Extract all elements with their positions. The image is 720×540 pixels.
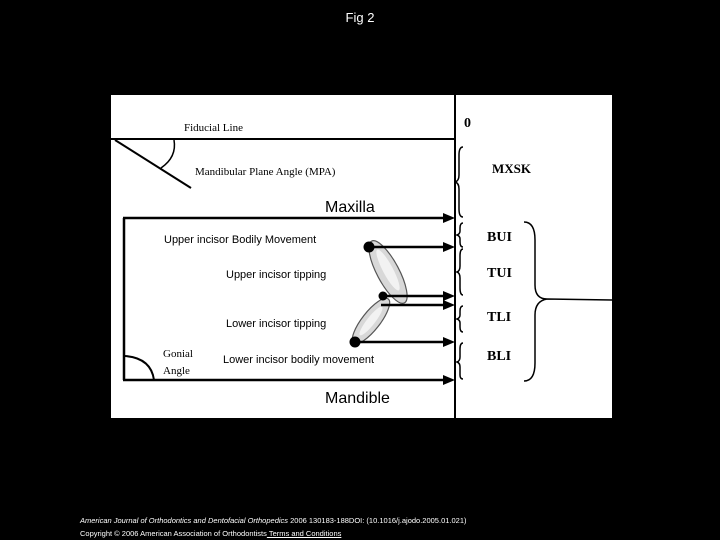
gonial-label-line2: Angle xyxy=(163,365,190,377)
bli-label: BLI xyxy=(487,349,512,364)
tui-label: TUI xyxy=(487,266,512,281)
mpa-label: Mandibular Plane Angle (MPA) xyxy=(195,166,336,178)
upper-bodily-label: Upper incisor Bodily Movement xyxy=(164,234,317,246)
copyright-text: Copyright © 2006 American Association of Orthodontists xyxy=(80,529,267,538)
bli-brace xyxy=(457,343,463,379)
mandible-arrowhead xyxy=(443,375,455,385)
bui-label: BUI xyxy=(487,230,512,245)
gonial-label-line1: Gonial xyxy=(163,348,193,360)
maxilla-label: Maxilla xyxy=(325,199,375,216)
mxsk-brace xyxy=(455,147,463,217)
zero-label: 0 xyxy=(464,116,471,131)
maxilla-arrowhead xyxy=(443,213,455,223)
upper-tipping-label: Upper incisor tipping xyxy=(226,269,327,281)
tli-brace xyxy=(457,306,463,332)
mpa-angle-arc xyxy=(161,140,174,168)
citation-line xyxy=(80,514,467,527)
upper-bodily-arrowhead xyxy=(443,242,455,252)
tli-label: TLI xyxy=(487,310,512,325)
lower-bodily-label: Lower incisor bodily movement xyxy=(223,354,375,366)
lower-bodily-arrowhead xyxy=(443,337,455,347)
mxsk-label: MXSK xyxy=(492,161,531,176)
figure-title: Fig 2 xyxy=(345,10,375,25)
terms-link[interactable]: Terms and Conditions xyxy=(266,529,342,538)
upper-tipping-arrowhead xyxy=(443,291,455,301)
copyright-line xyxy=(80,527,467,540)
journal-name: American Journal of Orthodontics and Dentofacial Orthopedics xyxy=(80,516,289,525)
cephalometric-diagram xyxy=(111,95,612,418)
lower-tipping-arrowhead xyxy=(443,300,455,310)
fiducial-line-label: Fiducial Line xyxy=(184,122,243,134)
lower-tipping-label: Lower incisor tipping xyxy=(226,318,327,330)
dental-group-brace xyxy=(524,222,612,381)
citation-block xyxy=(80,514,467,540)
mandible-label: Mandible xyxy=(325,390,390,407)
bui-brace xyxy=(457,223,463,247)
gonial-angle-arc xyxy=(125,356,154,380)
citation-details: 2006 130183-188DOI: (10.1016/j.ajodo.2005.01.021) xyxy=(288,516,467,525)
mandibular-plane-line xyxy=(115,140,191,188)
tui-brace xyxy=(457,249,463,295)
